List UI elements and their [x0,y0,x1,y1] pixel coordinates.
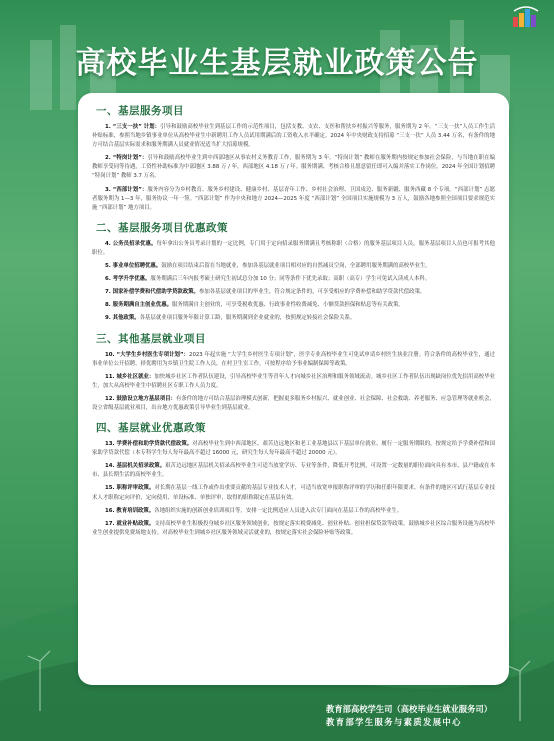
section-basic-service-projects [92,103,495,213]
item-body: 各基层就业项目服务年限计算工龄，服务期满到企业就业的，按照规定转接社会保险关系。 [139,315,356,322]
section-service-project-preferential-policies [92,220,495,324]
section-other-basic-employment-projects [92,331,495,414]
item-heading: 11. 城乡社区就业： [105,373,155,380]
policy-content [92,103,495,545]
item-heading: 2. “特岗计划”： [105,155,148,162]
issuer-line-1: 教育部高校学生司（高校毕业生就业服务司） [326,704,492,714]
item-body: 服务内容分为乡村教育、服务乡村建设、健康乡村、基层青年工作、乡村社会治理、卫国戍边、服务新疆、服务西藏 8 个专项。“西部计划” 志愿者服务期为 1—3 年，服务协议一年一签。“西部计划” 作为中央和地方 2024—2025 年度 “西部计划” 全国项目实施规模为 3 万人，鼓励各地参照全国项目要求规范实施 “西部计划” 地方项目。 [92,186,495,211]
policy-item [92,262,495,271]
item-heading: 4. 公务员招录优惠。 [105,240,157,247]
section-heading: 一、基层服务项目 [96,105,184,117]
issuer-line-2: 教育部学生服务与素质发展中心 [326,717,462,727]
item-heading: 8. 服务期满自主创业优惠。 [105,302,172,309]
item-body: 加快城乡社区工作者队伍建设，引导高校毕业生等青年人才向城乡社区治理和服务领域流动。城乡社区工作者队伍出现缺岗位优先招用高校毕业生，加大从高校毕业生中招聘社区专职工作人员力度。 [92,373,495,389]
item-body: 参加各基层就业项目的毕业生，符合规定条件的，可享受相应的学费补偿和助学贷款代偿政策。 [198,289,426,296]
item-heading: 1. “三支一扶” 计划： [105,124,161,130]
policy-item [92,240,495,258]
policy-item [92,351,495,369]
item-body: 服务期满自主创业的，可享受税收优惠、行政事业性收费减免、小额贷款担保和贴息等有关政策。 [171,302,404,309]
item-body: 各地组织实施的创新创业培训项目等，安排一定比例适应人员进入次专门面向在基层工作的高校毕业生。 [154,507,403,514]
policy-item [92,373,495,391]
policy-item [92,275,495,284]
policy-item [92,507,495,516]
item-body: 每年拿出公务员考录计划的一定比例，专门用于定向招录服务期满且考核称职（合格）的服务基层项目人员。服务基层项目人员也可报考其他职位。 [92,240,495,256]
item-body: 服务期满后三年内报考硕士研究生初试总分加 10 分；同等条件下优先录取；高职（高专）学生可免试入读成人本科。 [150,276,431,283]
item-heading: 10. “大学生乡村医生专项计划”： [105,351,190,358]
item-body: 对高校毕业生到中西部地区、艰苦边远地区和老工业基地县以下基层单位就业、履行一定服务期限的，按规定给予学费补偿和国家助学贷款代偿（本专科学生每人每年最高不超过 16000 元，研究生每人每年最高不超过 20000 元）。 [92,441,495,457]
item-body: 艰苦边远地区基层机关招录高校毕业生可适当放宽学历、专业等条件，降低开考比例，可设置一定数量的职位面向具有本市、县户籍或在本市、县长期生活的高校毕业生。 [92,463,495,479]
policy-item [92,395,495,413]
item-body: 2023 年起实施 “大学生乡村医生专项计划”，医学专业高校毕业生可免试申请乡村医生执业注册。符合条件的高校毕业生，通过事业单位公开招聘，择优聘用为乡镇卫生院工作人员，在村卫生室工作，可按程序给予事业编制保障等政策。 [92,351,496,367]
section-heading: 四、基层就业优惠政策 [96,422,206,435]
item-body: 对长期在基层一线工作或作出重要贡献的基层专业技术人才，可适当放宽申报职称评审的学历和任职年限要求。有条件的地区可试行基层专业技术人才职称定向评价、定向使用、单设标准、单独评审，取得的职称限定在基层有效。 [92,485,495,501]
policy-card [78,93,509,685]
item-heading: 13. 学费补偿和助学贷款代偿政策。 [105,441,193,448]
page-title: 高校毕业生基层就业政策公告 [75,46,479,81]
item-body: 引导和鼓励高校毕业生到中西部地区从事农村义务教育工作，服务期为 3 年。“特岗计划” 教师在服务期内按规定参加社会保险，与当地在职在编教师享受同等待遇，工资性补助标准为中部地区 3.88 万 / 年，西部地区 4.18 万 / 年。服务期满、考核合格且愿意留任即可入编并落实工作岗位。2024 年全国计划招聘 “特岗计划” 教师 3.7 万名。 [92,155,495,180]
policy-item [92,484,495,502]
policy-item [92,440,495,458]
item-heading: 17. 就业补贴政策。 [105,520,155,527]
item-heading: 7. 国家补偿学费和代偿助学贷款政策。 [105,289,199,296]
policy-item [92,154,495,181]
item-heading: 6. 考学升学优惠。 [105,276,151,283]
policy-item [92,314,495,323]
item-heading: 3. “西部计划”： [105,186,148,193]
section-heading: 三、其他基层就业项目 [96,332,206,345]
issuer-footer [326,703,492,729]
policy-item [92,123,495,150]
item-body: 鼓励在项目结束后留在当地就业，参加各基层就业项目相对应的自然减员空岗，全部聘用服务期满的高校毕业生。 [161,263,431,270]
item-heading: 12. 鼓励设立地方基层项目： [105,395,176,402]
policy-item [92,288,495,297]
policy-item [92,301,495,310]
item-heading: 9. 其他政策。 [105,315,140,322]
policy-item [92,462,495,480]
item-heading: 5. 事业单位招聘优惠。 [105,263,162,270]
policy-item [92,186,495,213]
item-body: 有条件的地方可结合基层治理模式创新，把握更多服务乡村振兴、就业创业、社会保障、社会救助、养老服务、应急管理等就业机会，设立省级基层就业项目，出台地方优惠政策引导毕业生到基层就业。 [92,395,495,411]
item-heading: 15. 职称评审政策。 [105,485,155,492]
item-heading: 16. 教育培训政策。 [105,507,155,514]
item-heading: 14. 基层机关招录政策。 [105,463,166,470]
policy-item [92,520,495,538]
item-body: 支持高校毕业生积极投身城乡社区服务领域创业，按规定落实税费减免、创业补贴、创业担保贷款等政策。鼓励城乡社区综合服务设施为高校毕业生创业提供免费场地支持。对高校毕业生到城乡社区服务领域灵活就业的，按规定落实社会保险补贴等政策。 [92,520,495,536]
top-right-logo [512,5,540,27]
section-basic-employment-preferential-policies [92,420,495,538]
section-heading: 二、基层服务项目优惠政策 [96,221,228,234]
item-body: 引导和鼓励高校毕业生到基层工作的示范性项目，包括支教、支农、支医和帮扶乡村振兴等服务，服务期为 2 年。“三支一扶”人员工作生活补贴标准，参照当地乡镇事业单位从高校毕业生中新聘用工作人员试用期满后的工资收入水平确定。2024 年中央财政支持招募 “三支一扶” 人员 3.44 万名，有条件的地方可结合基层实际需求和服务期满人员就业情况适当扩大招募规模。 [92,124,495,149]
